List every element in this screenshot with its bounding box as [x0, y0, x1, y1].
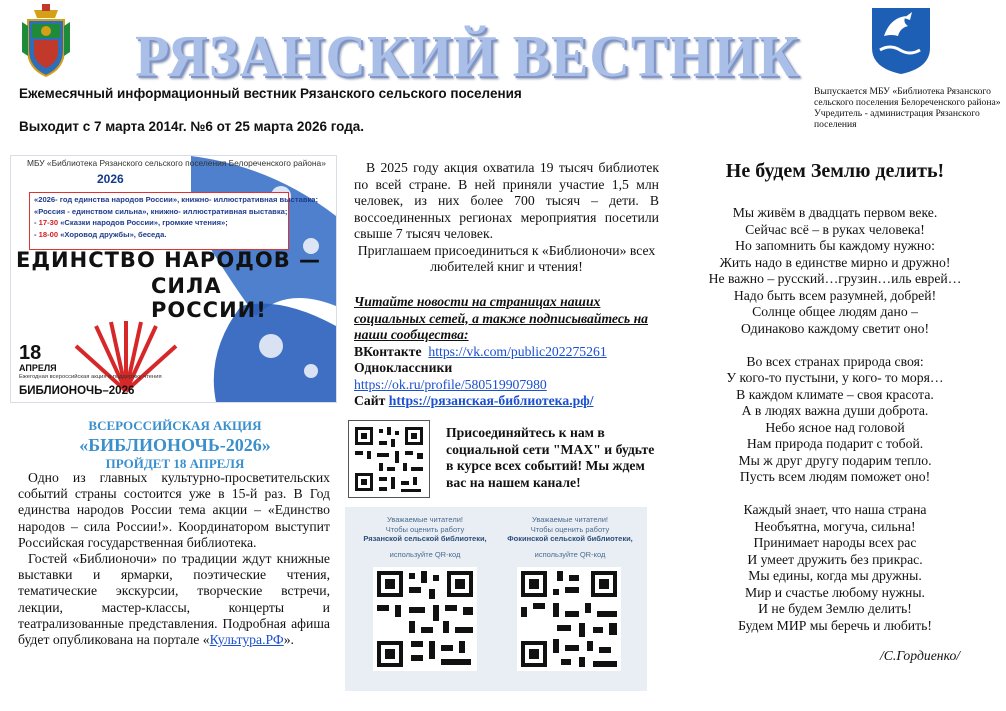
site-link[interactable]: https://рязанская-библиотека.рф/ — [388, 393, 594, 408]
middle-paragraph-2: Приглашаем присоединиться к «Библионочи» всех любителей книг и чтения! — [357, 242, 656, 274]
publisher-info: Выпускается МБУ «Библиотека Рязанского сельского поселения Белореченского района» Учредитель - администрация Рязанского поселения — [814, 86, 1001, 130]
poem-stanza-1: Мы живём в двадцать первом веке. Сейчас всё – в руках человека! Но запомнить бы каждому нужно: Жить надо в единстве мирно и дружно! Не важно – русский…грузин…иль еврей… Надо быть всем разумней, добрей! Солнце общее людям дано – Одинаково каждому светит оно! — [708, 205, 962, 336]
poster-event-3: - 17-30 «Сказки народов России», громкие чтения»; — [34, 218, 228, 227]
poster-headline-1: ЕДИНСТВО НАРОДОВ — — [16, 248, 322, 272]
social-links — [354, 294, 659, 410]
newspaper-subtitle: Ежемесячный информационный вестник Рязанского сельского поселения — [19, 86, 522, 101]
social-call: Читайте новости на страницах наших социальных сетей, а также подписывайтесь на наши сообщества: — [354, 294, 649, 342]
rating-qr-panel — [345, 507, 647, 691]
kuban-coat-of-arms-icon — [20, 4, 72, 78]
poster-headline-2: СИЛА РОССИИ! — [151, 274, 267, 322]
ok-link[interactable]: https://ok.ru/profile/580519907980 — [354, 376, 547, 392]
issue-info: Выходит с 7 марта 2014г. №6 от 25 марта 2026 года. — [19, 119, 365, 134]
action-heading-2: «БИБЛИОНОЧЬ-2026» — [79, 435, 271, 455]
poster-event-2: «Россия - единством сильна», книжно- иллюстративная выставка; — [34, 206, 288, 216]
vk-label: ВКонтакте — [354, 343, 422, 359]
poem-author: /С.Гордиенко/ — [880, 648, 961, 663]
poster-brand: БИБЛИОНОЧЬ–2026 — [19, 385, 135, 397]
action-paragraph-1: Одно из главных культурно-просветительских событий страны состоится уже в 15-й раз. В Год единства народов России тема акции – «Единство народов – сила России!». Координатором выступит Российская государственная библиотека. — [18, 470, 330, 550]
max-invite: Присоединяйтесь к нам в социальной сети "MAX" и будьте в курсе всех событий! Мы ждем вас на нашем канале! — [446, 425, 655, 490]
max-qr-code-icon[interactable] — [348, 420, 430, 498]
ok-label: Одноклассники — [354, 360, 453, 375]
qr-right-use: используйте QR-код — [534, 550, 606, 559]
fokino-library-qr-code-icon[interactable] — [517, 567, 621, 671]
poster-org: МБУ «Библиотека Рязанского сельского поселения Белореченского района» — [27, 158, 326, 168]
poster-event-4: - 18-00 «Хоровод дружбы», беседа. — [34, 229, 167, 239]
biblionoch-poster — [10, 155, 337, 403]
qr-left-use: используйте QR-код — [389, 550, 461, 559]
poem-stanza-2: Во всех странах природа своя: У кого-то пустыни, у кого- то моря… В каждом климате – своя красота. А в людях важна души доброта. Небо ясное над головой Нам природа подарит с тобой. Мы ж друг другу подарим тепло. Пусть всем людям поможет оно! — [726, 353, 944, 484]
poster-year-logo: 2026 — [97, 172, 124, 186]
poem-body — [680, 205, 990, 651]
poem-title: Не будем Землю делить! — [725, 160, 945, 182]
poster-event-1: «2026- год единства народов России», книжно- иллюстративная выставка; — [34, 195, 319, 204]
poster-tagline: Ежегодная всероссийская акция в поддержку чтения — [19, 374, 162, 380]
kultura-link[interactable]: Культура.РФ — [209, 632, 284, 648]
poster-date-day: 18 — [19, 342, 42, 364]
vk-link[interactable]: https://vk.com/public202275261 — [428, 343, 607, 359]
qr-left-caption: Уважаемые читатели! Чтобы оценить работу Рязанской сельской библиотеки, — [363, 515, 487, 543]
action-heading-1: ВСЕРОССИЙСКАЯ АКЦИЯ — [88, 418, 262, 433]
middle-paragraph-1: В 2025 году акция охватила 19 тысяч библиотек по всей стране. В ней приняли участие 1,5 млн человек, из них более 700 тысяч – дети. В воссоединенных регионах мероприятия посетили свыше 7 тысяч человек. — [354, 160, 659, 241]
belorechensky-district-emblem-icon — [870, 6, 932, 76]
poster-events — [29, 192, 319, 250]
poem-stanza-3: Каждый знает, что наша страна Необъятна, могуча, сильна! Принимает народы всех рас И умеет дружить без прикрас. Мы едины, когда мы дружны. Мир и счастье любому нужны. И не будем Землю делить! Будем МИР мы беречь и любить! — [738, 502, 932, 633]
qr-right-caption: Уважаемые читатели! Чтобы оценить работу Фокинской сельской библиотеки, — [507, 515, 633, 543]
middle-article — [354, 160, 659, 276]
newspaper-title: РЯЗАНСКИЙ ВЕСТНИК — [135, 24, 800, 90]
ryazan-library-qr-code-icon[interactable] — [373, 567, 477, 671]
action-article — [18, 470, 330, 648]
site-label: Сайт — [354, 393, 386, 408]
action-heading-3: ПРОЙДЕТ 18 АПРЕЛЯ — [105, 456, 245, 471]
poster-date-month: АПРЕЛЯ — [19, 363, 57, 373]
action-paragraph-2: Гостей «Библионочи» по традиции ждут книжные выставки и ярмарки, поэтические чтения, тематические экскурсии, творческие встречи, лекции, мастер-классы, концерты и театрализованные представления. Подробная афиша будет опубликована на портале «Культура.РФ». — [18, 551, 330, 648]
